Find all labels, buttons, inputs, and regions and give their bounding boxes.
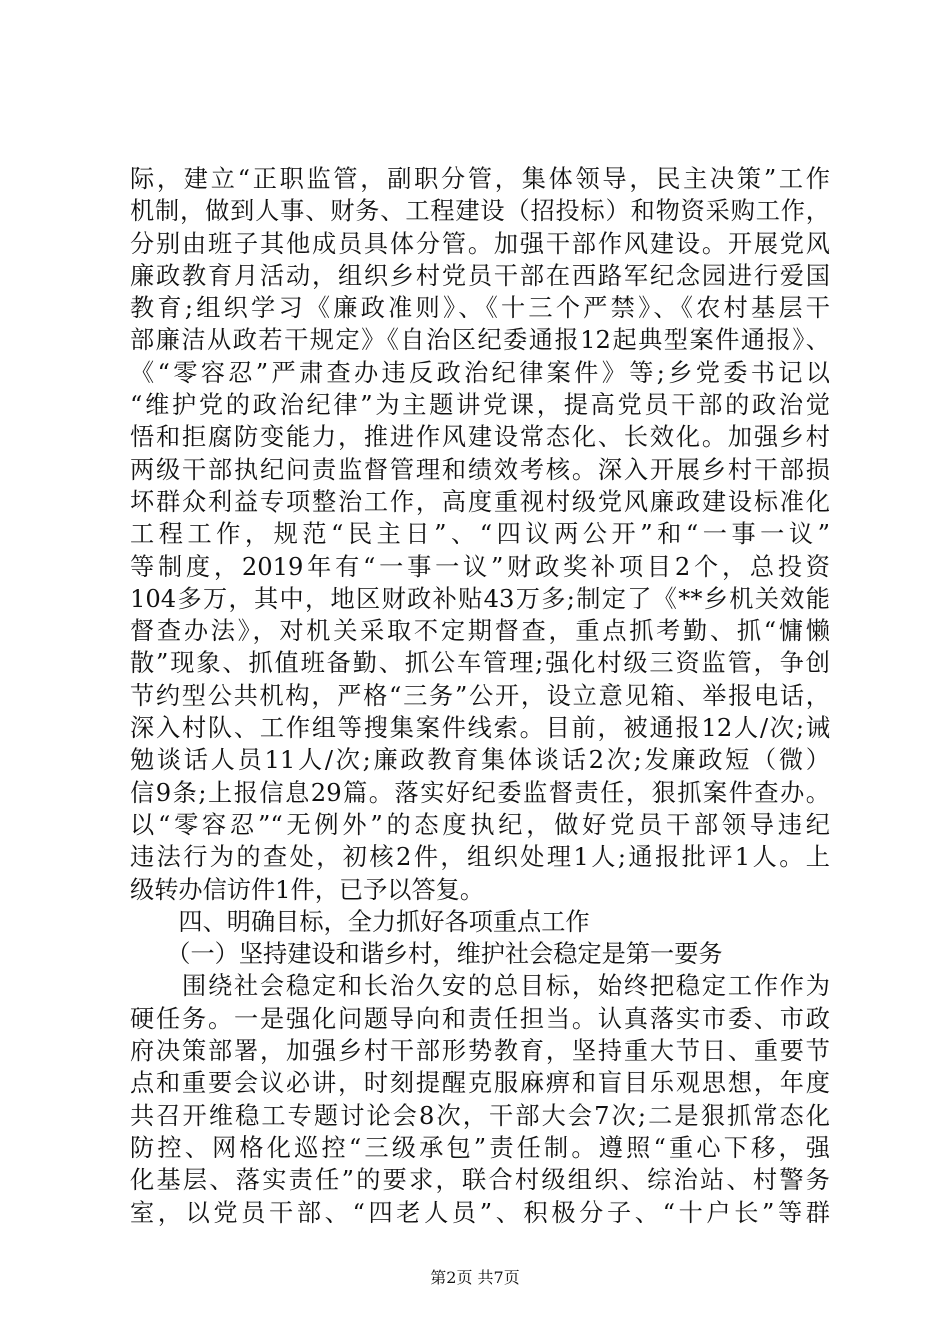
- text-line: 化基层、落实责任”的要求，联合村级组织、综治站、村警务: [130, 1166, 830, 1195]
- text-line: 散”现象、抓值班备勤、抓公车管理;强化村级三资监管，争创: [130, 649, 830, 678]
- text-line: 防控、网格化巡控“三级承包”责任制。遵照“重心下移，强: [130, 1133, 830, 1162]
- text-line: 信9条;上报信息29篇。落实好纪委监督责任，狠抓案件查办。: [130, 778, 830, 807]
- text-line: 点和重要会议必讲，时刻提醒克服麻痹和盲目乐观思想，年度: [130, 1069, 830, 1098]
- text-line: 分别由班子其他成员具体分管。加强干部作风建设。开展党风: [130, 229, 830, 258]
- text-line: 室，以党员干部、“四老人员”、积极分子、“十户长”等群: [130, 1198, 830, 1227]
- text-line: 廉政教育月活动，组织乡村党员干部在西路军纪念园进行爱国: [130, 261, 830, 290]
- section-heading: 四、明确目标，全力抓好各项重点工作: [130, 907, 590, 936]
- text-line: 府决策部署，加强乡村干部形势教育，坚持重大节日、重要节: [130, 1037, 830, 1066]
- text-line: 督查办法》，对机关采取不定期督查，重点抓考勤、抓“慵懒: [130, 617, 830, 646]
- text-line: 悟和拒腐防变能力，推进作风建设常态化、长效化。加强乡村: [130, 423, 830, 452]
- text-line: 共召开维稳工专题讨论会8次，干部大会7次;二是狠抓常态化: [130, 1101, 830, 1130]
- text-line: 违法行为的查处，初核2件，组织处理1人;通报批评1人。上: [130, 843, 830, 872]
- text-line: 围绕社会稳定和长治久安的总目标，始终把稳定工作作为: [130, 972, 830, 1001]
- text-line: 两级干部执纪问责监督管理和绩效考核。深入开展乡村干部损: [130, 455, 830, 484]
- text-line: 等制度，2019年有“一事一议”财政奖补项目2个，总投资: [130, 552, 830, 581]
- text-line: 际，建立“正职监管，副职分管，集体领导，民主决策”工作: [130, 165, 830, 193]
- subsection-heading: （一）坚持建设和谐乡村，维护社会稳定是第一要务: [130, 940, 723, 969]
- text-line: 节约型公共机构，严格“三务”公开，设立意见箱、举报电话，: [130, 681, 830, 710]
- text-line: 部廉洁从政若干规定》《自治区纪委通报12起典型案件通报》、: [130, 326, 830, 355]
- page-footer: 第2页 共7页: [430, 1268, 520, 1287]
- document-body: [130, 163, 830, 1229]
- text-line: 勉谈话人员11人/次;廉政教育集体谈话2次;发廉政短（微）: [130, 746, 830, 775]
- text-line: 坏群众利益专项整治工作，高度重视村级党风廉政建设标准化: [130, 487, 830, 516]
- text-line: 机制，做到人事、财务、工程建设（招投标）和物资采购工作，: [130, 197, 830, 226]
- text-line: 教育;组织学习《廉政准则》、《十三个严禁》、《农村基层干: [130, 294, 830, 323]
- text-line: 级转办信访件1件，已予以答复。: [130, 875, 485, 904]
- text-line: 硬任务。一是强化问题导向和责任担当。认真落实市委、市政: [130, 1004, 830, 1033]
- text-line: “维护党的政治纪律”为主题讲党课，提高党员干部的政治觉: [130, 391, 830, 420]
- text-line: 《“零容忍”严肃查办违反政治纪律案件》等;乡党委书记以: [130, 358, 830, 387]
- text-line: 104多万，其中，地区财政补贴43万多;制定了《**乡机关效能: [130, 584, 830, 613]
- text-line: 以“零容忍”“无例外”的态度执纪，做好党员干部领导违纪: [130, 810, 830, 839]
- text-line: 深入村队、工作组等搜集案件线索。目前，被通报12人/次;诫: [130, 714, 830, 743]
- text-line: 工程工作，规范“民主日”、“四议两公开”和“一事一议”: [130, 520, 830, 549]
